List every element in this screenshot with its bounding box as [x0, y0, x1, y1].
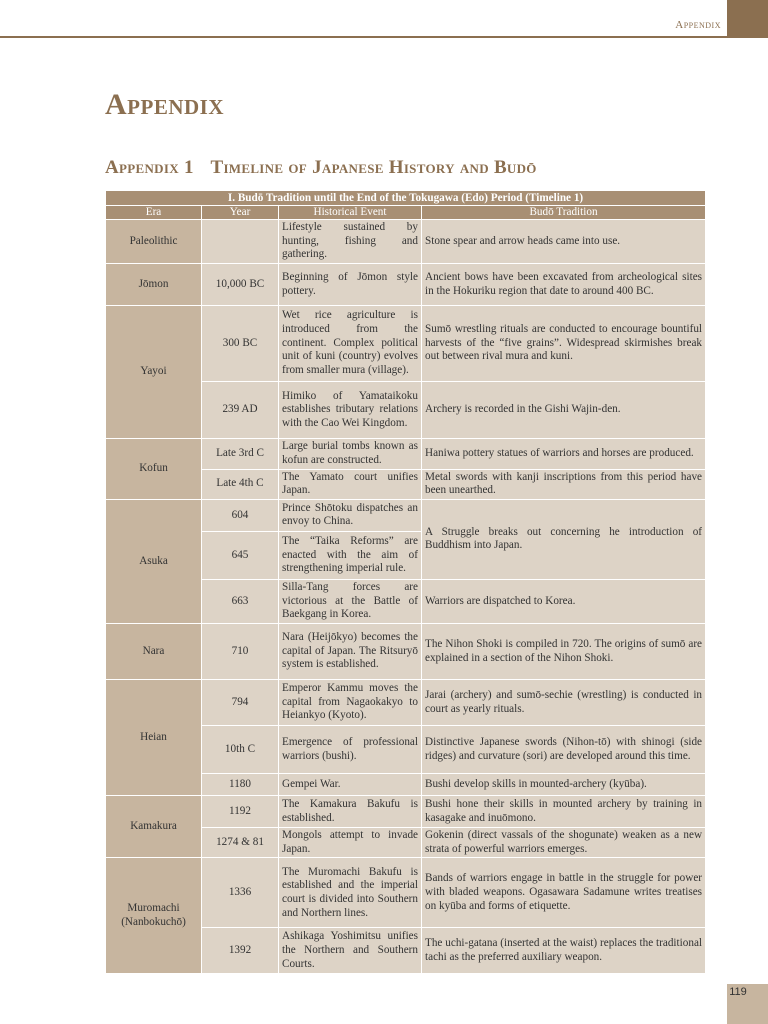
- year-cell: 1180: [202, 774, 279, 796]
- year-cell: 794: [202, 680, 279, 726]
- section-number: Appendix 1: [105, 157, 194, 178]
- budo-cell: Stone spear and arrow heads came into use.: [422, 220, 706, 264]
- year-cell: 300 BC: [202, 306, 279, 382]
- table-row: [106, 264, 706, 306]
- budo-cell: Archery is recorded in the Gishi Wajin-den.: [422, 382, 706, 439]
- table-row: [106, 796, 706, 828]
- year-cell: 1336: [202, 858, 279, 928]
- table-row: [106, 858, 706, 928]
- year-cell: 1192: [202, 796, 279, 828]
- header-rule: [0, 36, 728, 38]
- table-row: [106, 624, 706, 680]
- event-cell: The Kamakura Bakufu is established.: [279, 796, 422, 828]
- table-title-row: [106, 191, 706, 206]
- table-row: [106, 306, 706, 382]
- budo-cell: Gokenin (direct vassals of the shogunate) weaken as a new strata of powerful warriors emerges.: [422, 828, 706, 858]
- year-cell: [202, 220, 279, 264]
- era-cell: Yayoi: [106, 306, 202, 439]
- event-cell: Gempei War.: [279, 774, 422, 796]
- event-cell: Wet rice agriculture is introduced from the continent. Complex political unit of kuni (country) evolves from smaller mura (village).: [279, 306, 422, 382]
- running-head: Appendix: [675, 19, 721, 31]
- table-row: [106, 499, 706, 531]
- year-cell: 604: [202, 499, 279, 531]
- section-heading: [105, 157, 537, 179]
- section-title: Timeline of Japanese History and Budō: [210, 157, 537, 178]
- budo-cell: A Struggle breaks out concerning he introduction of Buddhism into Japan.: [422, 499, 706, 579]
- table-row: [106, 439, 706, 469]
- year-cell: 10th C: [202, 726, 279, 774]
- budo-cell: Warriors are dispatched to Korea.: [422, 579, 706, 623]
- budo-cell: Metal swords with kanji inscriptions from this period have been unearthed.: [422, 469, 706, 499]
- event-cell: Ashikaga Yoshimitsu unifies the Northern and Southern Courts.: [279, 928, 422, 974]
- table-row: [106, 680, 706, 726]
- event-cell: Mongols attempt to invade Japan.: [279, 828, 422, 858]
- year-cell: 710: [202, 624, 279, 680]
- header-budo: Budō Tradition: [422, 206, 706, 220]
- era-cell: Muromachi (Nanbokuchō): [106, 858, 202, 974]
- event-cell: The Muromachi Bakufu is established and the imperial court is divided into Southern and Northern lines.: [279, 858, 422, 928]
- event-cell: The Yamato court unifies Japan.: [279, 469, 422, 499]
- era-cell: Kofun: [106, 439, 202, 500]
- event-cell: Himiko of Yamataikoku establishes tributary relations with the Cao Wei Kingdom.: [279, 382, 422, 439]
- event-cell: Prince Shōtoku dispatches an envoy to China.: [279, 499, 422, 531]
- year-cell: 1274 & 81: [202, 828, 279, 858]
- budo-cell: The uchi-gatana (inserted at the waist) replaces the traditional tachi as the preferred auxiliary weapon.: [422, 928, 706, 974]
- year-cell: Late 4th C: [202, 469, 279, 499]
- era-cell: Heian: [106, 680, 202, 796]
- event-cell: The “Taika Reforms” are enacted with the aim of strengthening imperial rule.: [279, 531, 422, 579]
- budo-cell: Bushi develop skills in mounted-archery (kyūba).: [422, 774, 706, 796]
- year-cell: 239 AD: [202, 382, 279, 439]
- timeline-table: [105, 190, 706, 974]
- year-cell: Late 3rd C: [202, 439, 279, 469]
- event-cell: Emperor Kammu moves the capital from Nagaokakyo to Heiankyo (Kyoto).: [279, 680, 422, 726]
- event-cell: Emergence of professional warriors (bushi).: [279, 726, 422, 774]
- budo-cell: Jarai (archery) and sumō-sechie (wrestling) is conducted in court as yearly rituals.: [422, 680, 706, 726]
- table-title: I. Budō Tradition until the End of the Tokugawa (Edo) Period (Timeline 1): [106, 191, 706, 206]
- budo-cell: Sumō wrestling rituals are conducted to encourage bountiful harvests of the “five grains”. Widespread skirmishes break out between rival mura and kuni.: [422, 306, 706, 382]
- header-tab: [727, 0, 768, 38]
- page-title: Appendix: [105, 88, 224, 121]
- page-number: 119: [729, 986, 747, 998]
- header-event: Historical Event: [279, 206, 422, 220]
- event-cell: Beginning of Jōmon style pottery.: [279, 264, 422, 306]
- header-era: Era: [106, 206, 202, 220]
- event-cell: Large burial tombs known as kofun are constructed.: [279, 439, 422, 469]
- year-cell: 663: [202, 579, 279, 623]
- event-cell: Lifestyle sustained by hunting, fishing and gathering.: [279, 220, 422, 264]
- era-cell: Paleolithic: [106, 220, 202, 264]
- header-year: Year: [202, 206, 279, 220]
- era-cell: Jōmon: [106, 264, 202, 306]
- budo-cell: Bands of warriors engage in battle in the struggle for power with bladed weapons. Ogasawara Sadamune writes treatises on kyūba and forms of etiquette.: [422, 858, 706, 928]
- year-cell: 1392: [202, 928, 279, 974]
- budo-cell: Distinctive Japanese swords (Nihon-tō) with shinogi (side ridges) and curvature (sori) are developed around this time.: [422, 726, 706, 774]
- era-cell: Asuka: [106, 499, 202, 623]
- budo-cell: Ancient bows have been excavated from archeological sites in the Hokuriku region that date to around 400 BC.: [422, 264, 706, 306]
- event-cell: Nara (Heijōkyo) becomes the capital of Japan. The Ritsuryō system is established.: [279, 624, 422, 680]
- year-cell: 645: [202, 531, 279, 579]
- table-row: [106, 220, 706, 264]
- event-cell: Silla-Tang forces are victorious at the Battle of Baekgang in Korea.: [279, 579, 422, 623]
- year-cell: 10,000 BC: [202, 264, 279, 306]
- era-cell: Kamakura: [106, 796, 202, 858]
- budo-cell: The Nihon Shoki is compiled in 720. The origins of sumō are explained in a section of the Nihon Shoki.: [422, 624, 706, 680]
- table-header-row: [106, 206, 706, 220]
- era-cell: Nara: [106, 624, 202, 680]
- budo-cell: Bushi hone their skills in mounted archery by training in kasagake and inuōmono.: [422, 796, 706, 828]
- budo-cell: Haniwa pottery statues of warriors and horses are produced.: [422, 439, 706, 469]
